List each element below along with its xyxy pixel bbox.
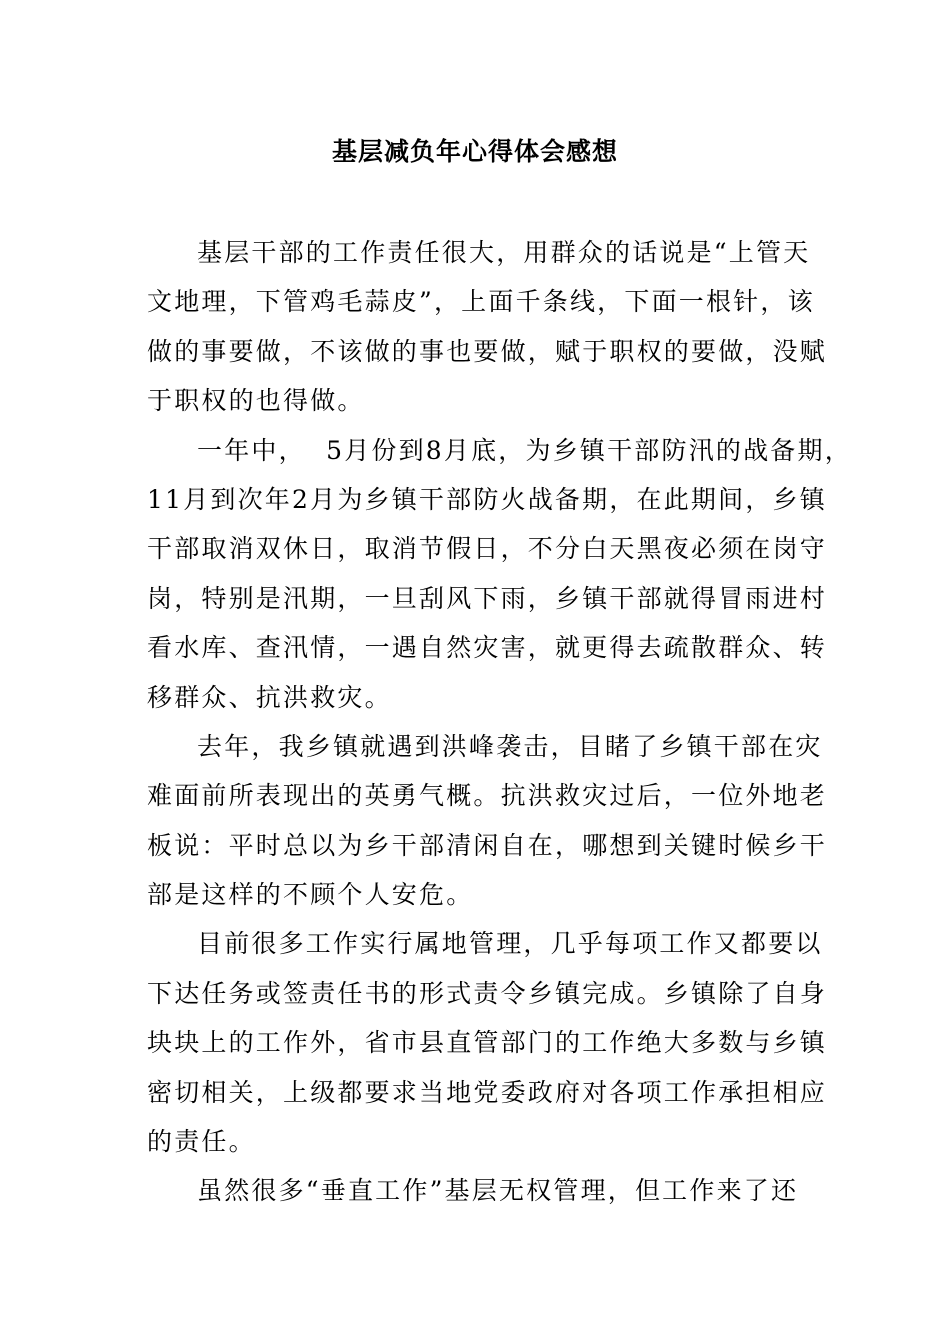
text-line: 虽然很多“垂直工作”基层无权管理，但工作来了还 (197, 1176, 799, 1206)
text-line: 的责任。 (147, 1127, 256, 1157)
text-line: 去年，我乡镇就遇到洪峰袭击，目睹了乡镇干部在灾 (197, 731, 823, 761)
text-line: 做的事要做，不该做的事也要做，赋于职权的要做，没赋 (147, 336, 828, 366)
document-body (147, 228, 852, 1216)
text-line: 11月到次年2月为乡镇干部防火战备期，在此期间，乡镇 (147, 484, 827, 514)
text-line: 看水库、查汛情，一遇自然灾害，就更得去疏散群众、转 (147, 633, 828, 663)
text-line: 板说：平时总以为乡干部清闲自在，哪想到关键时候乡干 (147, 830, 828, 860)
text-line: 文地理，下管鸡毛蒜皮”，上面千条线，下面一根针，该 (147, 287, 815, 317)
text-line: 密切相关，上级都要求当地党委政府对各项工作承担相应 (147, 1077, 828, 1107)
text-line: 岗，特别是汛期，一旦刮风下雨，乡镇干部就得冒雨进村 (147, 583, 828, 613)
document-title: 基层减负年心得体会感想 (331, 137, 618, 166)
text-line: 于职权的也得做。 (147, 386, 365, 416)
text-line: 难面前所表现出的英勇气概。抗洪救灾过后，一位外地老 (147, 781, 828, 811)
text-line: 下达任务或签责任书的形式责令乡镇完成。乡镇除了自身 (147, 978, 828, 1008)
text-line: 部是这样的不顾个人安危。 (147, 880, 474, 910)
text-line: 干部取消双休日，取消节假日，不分白天黑夜必须在岗守 (147, 534, 828, 564)
text-line: 移群众、抗洪救灾。 (147, 682, 392, 712)
text-line: 一年中， 5月份到8月底，为乡镇干部防汛的战备期， (197, 435, 852, 465)
text-line: 基层干部的工作责任很大，用群众的话说是“上管天 (197, 238, 811, 267)
text-line: 目前很多工作实行属地管理，几乎每项工作又都要以 (197, 929, 823, 959)
text-line: 块块上的工作外，省市县直管部门的工作绝大多数与乡镇 (147, 1028, 828, 1058)
